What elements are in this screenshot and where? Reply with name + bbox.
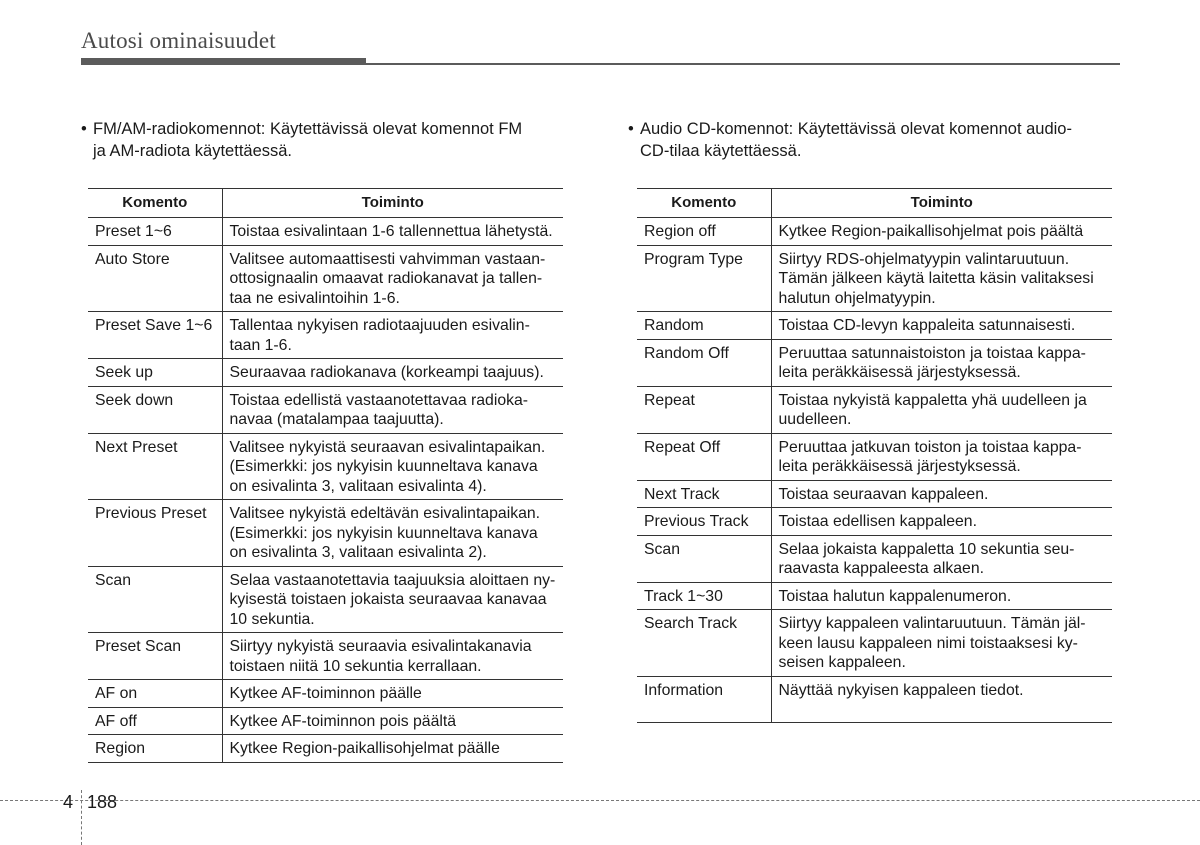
table-row — [88, 566, 563, 633]
command-cell: Auto Store — [88, 245, 222, 312]
left-intro-bullet: • — [81, 120, 87, 138]
footer-vertical-dashed-rule — [81, 790, 82, 845]
command-cell: Program Type — [637, 245, 771, 312]
function-cell: Peruuttaa jatkuvan toiston ja toistaa kappa-leita peräkkäisessä järjestyksessä. — [771, 433, 1112, 480]
table-row — [88, 680, 563, 708]
table-row — [637, 535, 1112, 582]
function-cell: Toistaa seuraavan kappaleen. — [771, 480, 1112, 508]
table-row — [637, 610, 1112, 677]
table-row — [88, 433, 563, 500]
function-cell: Valitsee automaattisesti vahvimman vastaan-ottosignaalin omaavat radiokanavat ja tallen-taa ne esivalintoihin 1-6. — [222, 245, 563, 312]
table-row — [88, 735, 563, 763]
column-header-command: Komento — [637, 189, 771, 218]
function-cell: Tallentaa nykyisen radiotaajuuden esivalin-taan 1-6. — [222, 312, 563, 359]
command-cell: Preset Scan — [88, 633, 222, 680]
table-row — [637, 218, 1112, 246]
table-row — [637, 433, 1112, 480]
command-cell: AF off — [88, 707, 222, 735]
command-cell: Seek down — [88, 386, 222, 433]
page-number: 188 — [87, 792, 118, 812]
command-cell: Scan — [88, 566, 222, 633]
command-cell: Preset Save 1~6 — [88, 312, 222, 359]
command-cell: Track 1~30 — [637, 582, 771, 610]
function-cell: Toistaa edellistä vastaanotettavaa radioka-navaa (matalampaa taajuutta). — [222, 386, 563, 433]
right-intro — [628, 118, 1128, 162]
table-row — [637, 508, 1112, 536]
function-cell: Seuraavaa radiokanava (korkeampi taajuus). — [222, 359, 563, 387]
header-rule-thin — [366, 63, 1120, 65]
function-cell: Kytkee AF-toiminnon päälle — [222, 680, 563, 708]
function-cell: Toistaa halutun kappalenumeron. — [771, 582, 1112, 610]
table-row — [88, 633, 563, 680]
command-cell: Repeat — [637, 386, 771, 433]
function-cell: Siirtyy kappaleen valintaruutuun. Tämän jäl-keen lausu kappaleen nimi toistaaksesi ky-seisen kappaleen. — [771, 610, 1112, 677]
function-cell: Toistaa esivalintaan 1-6 tallennettua lähetystä. — [222, 218, 563, 246]
function-cell: Toistaa edellisen kappaleen. — [771, 508, 1112, 536]
left-intro-line1: FM/AM-radiokomennot: Käytettävissä olevat komennot FM — [93, 120, 523, 138]
function-cell: Selaa jokaista kappaletta 10 sekuntia seu-raavasta kappaleesta alkaen. — [771, 535, 1112, 582]
command-cell: AF on — [88, 680, 222, 708]
command-cell: Region — [88, 735, 222, 763]
function-cell: Peruuttaa satunnaistoiston ja toistaa kappa-leita peräkkäisessä järjestyksessä. — [771, 339, 1112, 386]
function-cell: Selaa vastaanotettavia taajuuksia aloittaen ny-kyisestä toistaen jokaista seuraavaa kanavaa 10 sekuntia. — [222, 566, 563, 633]
command-cell: Next Preset — [88, 433, 222, 500]
function-cell: Näyttää nykyisen kappaleen tiedot. — [771, 676, 1112, 722]
audio-cd-commands-table — [637, 188, 1112, 723]
table-row — [637, 676, 1112, 722]
page-header-title: Autosi ominaisuudet — [81, 28, 276, 53]
column-header-function: Toiminto — [222, 189, 563, 218]
command-cell: Random — [637, 312, 771, 340]
command-cell: Random Off — [637, 339, 771, 386]
command-cell: Previous Track — [637, 508, 771, 536]
table-row — [637, 480, 1112, 508]
table-row — [88, 500, 563, 567]
function-cell: Valitsee nykyistä seuraavan esivalintapaikan. (Esimerkki: jos nykyisin kuunneltava kanava on esivalinta 3, valitaan esivalinta 4). — [222, 433, 563, 500]
command-cell: Repeat Off — [637, 433, 771, 480]
function-cell: Toistaa nykyistä kappaletta yhä uudelleen ja uudelleen. — [771, 386, 1112, 433]
column-header-command: Komento — [88, 189, 222, 218]
left-intro-line2: ja AM-radiota käytettäessä. — [93, 142, 293, 160]
left-intro — [81, 118, 581, 162]
command-cell: Scan — [637, 535, 771, 582]
command-cell: Region off — [637, 218, 771, 246]
table-row — [88, 707, 563, 735]
function-cell: Kytkee Region-paikallisohjelmat päälle — [222, 735, 563, 763]
function-cell: Kytkee Region-paikallisohjelmat pois päältä — [771, 218, 1112, 246]
table-row — [637, 386, 1112, 433]
column-header-function: Toiminto — [771, 189, 1112, 218]
function-cell: Kytkee AF-toiminnon pois päältä — [222, 707, 563, 735]
table-header-row — [637, 189, 1112, 218]
table-row — [88, 386, 563, 433]
table-row — [637, 582, 1112, 610]
command-cell: Search Track — [637, 610, 771, 677]
right-intro-line1: Audio CD-komennot: Käytettävissä olevat komennot audio- — [640, 120, 1072, 138]
table-row — [637, 312, 1112, 340]
fm-am-commands-table — [88, 188, 563, 763]
function-cell: Valitsee nykyistä edeltävän esivalintapaikan. (Esimerkki: jos nykyisin kuunneltava kanava on esivalinta 3, valitaan esivalinta 2). — [222, 500, 563, 567]
chapter-number: 4 — [63, 792, 74, 812]
command-cell: Information — [637, 676, 771, 722]
function-cell: Siirtyy nykyistä seuraavia esivalintakanavia toistaen niitä 10 sekuntia kerrallaan. — [222, 633, 563, 680]
command-cell: Seek up — [88, 359, 222, 387]
function-cell: Toistaa CD-levyn kappaleita satunnaisesti. — [771, 312, 1112, 340]
header-rule-thick — [81, 58, 366, 65]
command-cell: Previous Preset — [88, 500, 222, 567]
table-row — [637, 245, 1112, 312]
table-row — [88, 359, 563, 387]
command-cell: Next Track — [637, 480, 771, 508]
table-header-row — [88, 189, 563, 218]
table-row — [637, 339, 1112, 386]
table-row — [88, 245, 563, 312]
function-cell: Siirtyy RDS-ohjelmatyypin valintaruutuun. Tämän jälkeen käytä laitetta käsin valitaksesi halutun ohjelmatyypin. — [771, 245, 1112, 312]
table-row — [88, 218, 563, 246]
footer-dashed-rule — [0, 800, 1200, 801]
table-row — [88, 312, 563, 359]
right-intro-line2: CD-tilaa käytettäessä. — [640, 142, 802, 160]
right-intro-bullet: • — [628, 120, 634, 138]
command-cell: Preset 1~6 — [88, 218, 222, 246]
